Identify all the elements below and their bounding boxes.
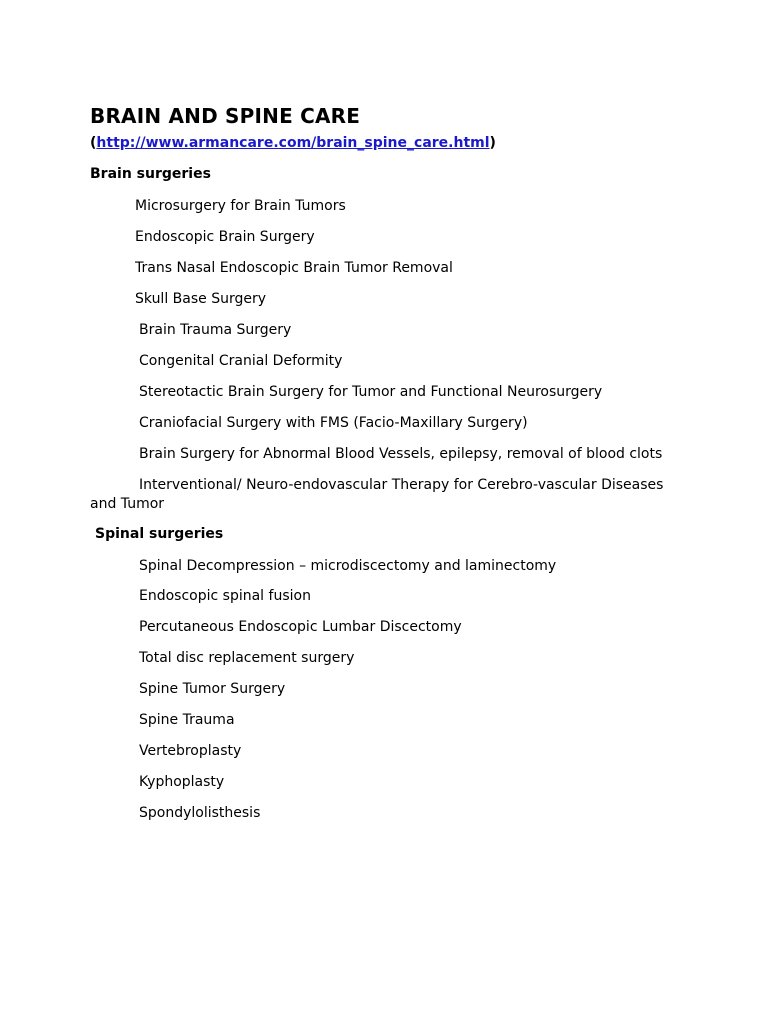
brain-surgeries-heading: Brain surgeries <box>90 166 211 182</box>
source-link-line <box>90 135 496 151</box>
list-item: Total disc replacement surgery <box>139 650 355 666</box>
list-item: Vertebroplasty <box>139 743 242 759</box>
list-item: Percutaneous Endoscopic Lumbar Discectomy <box>139 619 462 635</box>
spinal-surgeries-heading: Spinal surgeries <box>95 526 224 542</box>
source-link[interactable]: http://www.armancare.com/brain_spine_care.html <box>96 135 490 151</box>
list-item: Skull Base Surgery <box>135 291 267 307</box>
list-item: Interventional/ Neuro-endovascular Therapy for Cerebro-vascular Diseases <box>139 477 664 493</box>
list-item: Endoscopic Brain Surgery <box>135 229 315 245</box>
document-title: BRAIN AND SPINE CARE <box>90 104 361 128</box>
list-item: Endoscopic spinal fusion <box>139 588 311 604</box>
list-item: Microsurgery for Brain Tumors <box>135 198 346 214</box>
list-item: Trans Nasal Endoscopic Brain Tumor Removal <box>135 260 453 276</box>
list-item: Brain Surgery for Abnormal Blood Vessels, epilepsy, removal of blood clots <box>139 446 663 462</box>
list-item: Craniofacial Surgery with FMS (Facio-Maxillary Surgery) <box>139 415 528 431</box>
list-item: Spine Trauma <box>139 712 235 728</box>
list-item-continuation: and Tumor <box>90 496 165 512</box>
list-item: Congenital Cranial Deformity <box>139 353 343 369</box>
list-item: Stereotactic Brain Surgery for Tumor and Functional Neurosurgery <box>139 384 603 400</box>
list-item: Spondylolisthesis <box>139 805 261 821</box>
link-close-paren: ) <box>489 135 496 151</box>
list-item: Kyphoplasty <box>139 774 225 790</box>
list-item: Spine Tumor Surgery <box>139 681 286 697</box>
link-open-paren: ( <box>90 135 97 151</box>
list-item: Spinal Decompression – microdiscectomy and laminectomy <box>139 558 557 574</box>
list-item: Brain Trauma Surgery <box>139 322 292 338</box>
